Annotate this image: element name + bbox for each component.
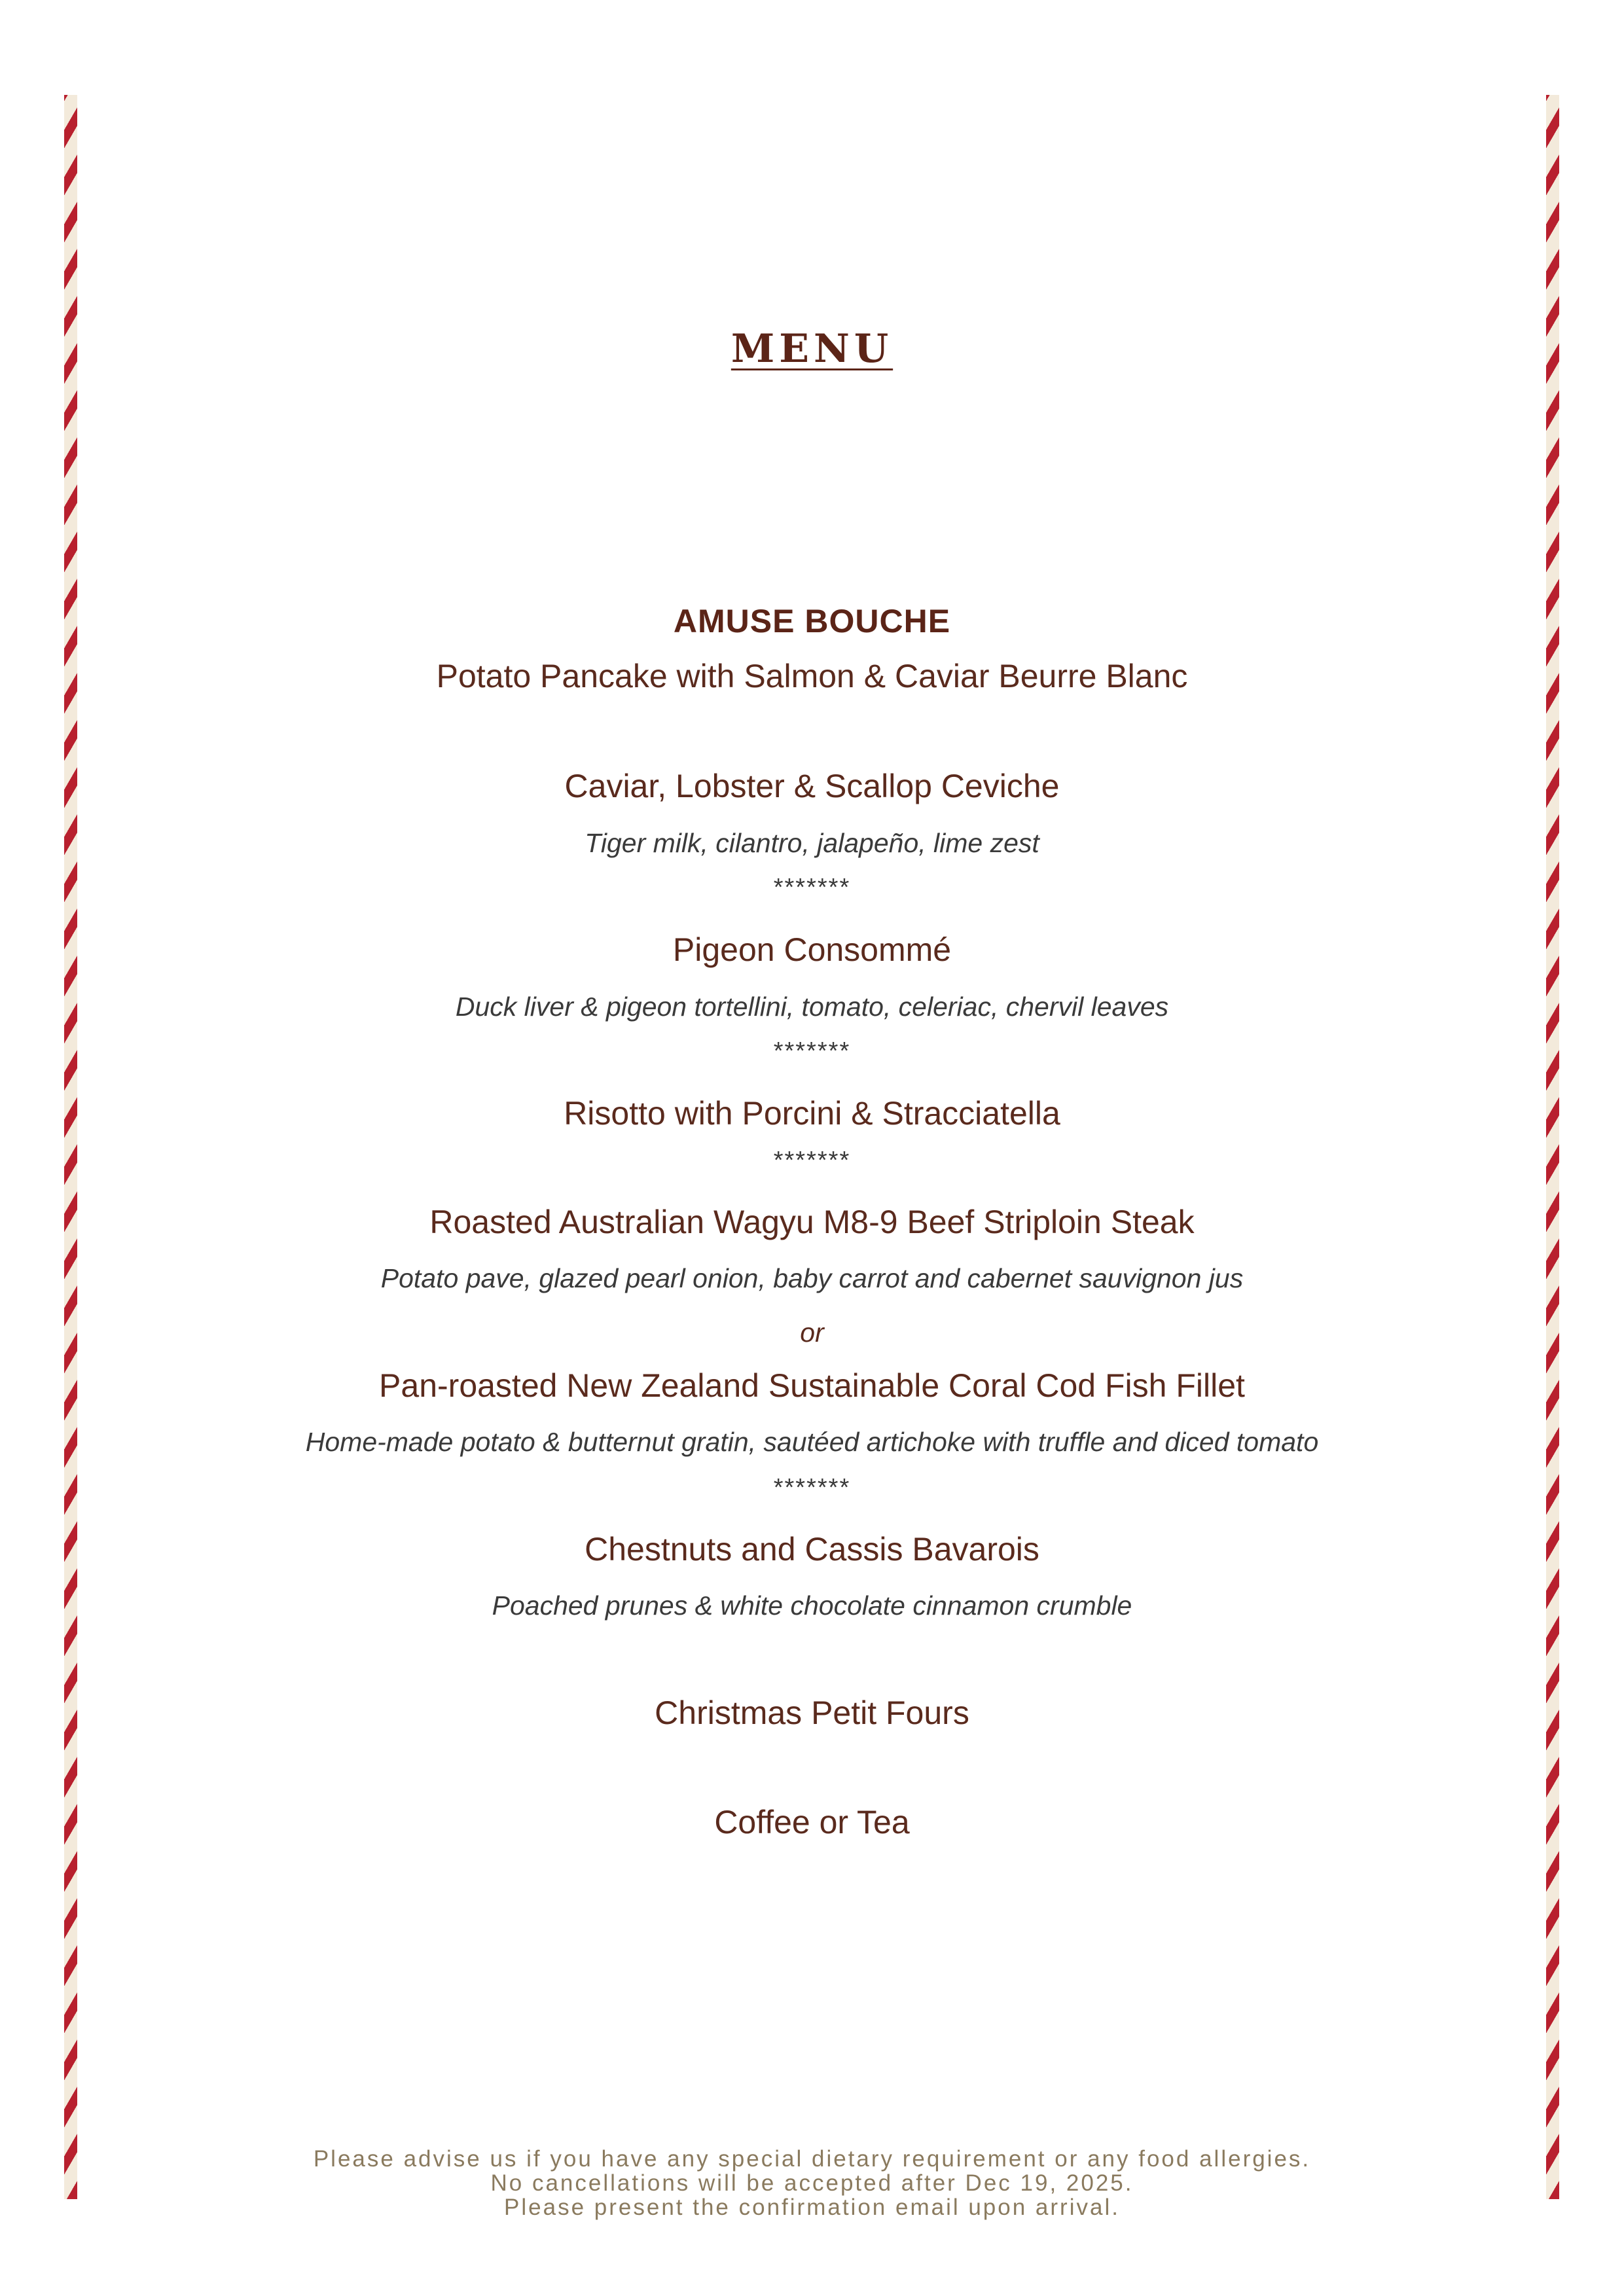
course-dish: Risotto with Porcini & Stracciatella <box>564 1095 1060 1132</box>
course-separator: ******* <box>773 1147 851 1174</box>
course-description: Tiger milk, cilantro, jalapeño, lime zest <box>585 828 1039 858</box>
course-dish: Caviar, Lobster & Scallop Ceviche <box>564 768 1060 804</box>
course-description: Home-made potato & butternut gratin, sautéed artichoke with truffle and diced tomato <box>305 1427 1319 1457</box>
footer-note-confirmation: Please present the confirmation email upon arrival. <box>504 2195 1120 2220</box>
course-description: Duck liver & pigeon tortellini, tomato, celeriac, chervil leaves <box>455 992 1169 1022</box>
course-description: Potato pave, glazed pearl onion, baby carrot and cabernet sauvignon jus <box>380 1263 1244 1293</box>
course-dish: Christmas Petit Fours <box>655 1695 969 1731</box>
course-dish: Pigeon Consommé <box>672 931 952 968</box>
course-description: Poached prunes & white chocolate cinnamon crumble <box>492 1590 1132 1621</box>
course-dish: Coffee or Tea <box>714 1804 910 1840</box>
course-separator: ******* <box>773 1474 851 1501</box>
course-separator: ******* <box>773 1037 851 1065</box>
footer-note-dietary: Please advise us if you have any special dietary requirement or any food allergies. <box>313 2146 1311 2172</box>
course-dish: Roasted Australian Wagyu M8-9 Beef Striploin Steak <box>429 1204 1195 1240</box>
footer-note-cancellation: No cancellations will be accepted after Dec 19, 2025. <box>490 2170 1134 2196</box>
page-title: MENU <box>731 326 893 372</box>
course-dish: Pan-roasted New Zealand Sustainable Coral Cod Fish Fillet <box>379 1367 1245 1404</box>
course-dish: Chestnuts and Cassis Bavarois <box>585 1531 1039 1568</box>
amuse-bouche-heading: AMUSE BOUCHE <box>673 603 951 639</box>
course-or: or <box>800 1318 824 1348</box>
course-separator: ******* <box>773 874 851 901</box>
amuse-bouche-dish: Potato Pancake with Salmon & Caviar Beurre Blanc <box>436 658 1188 694</box>
